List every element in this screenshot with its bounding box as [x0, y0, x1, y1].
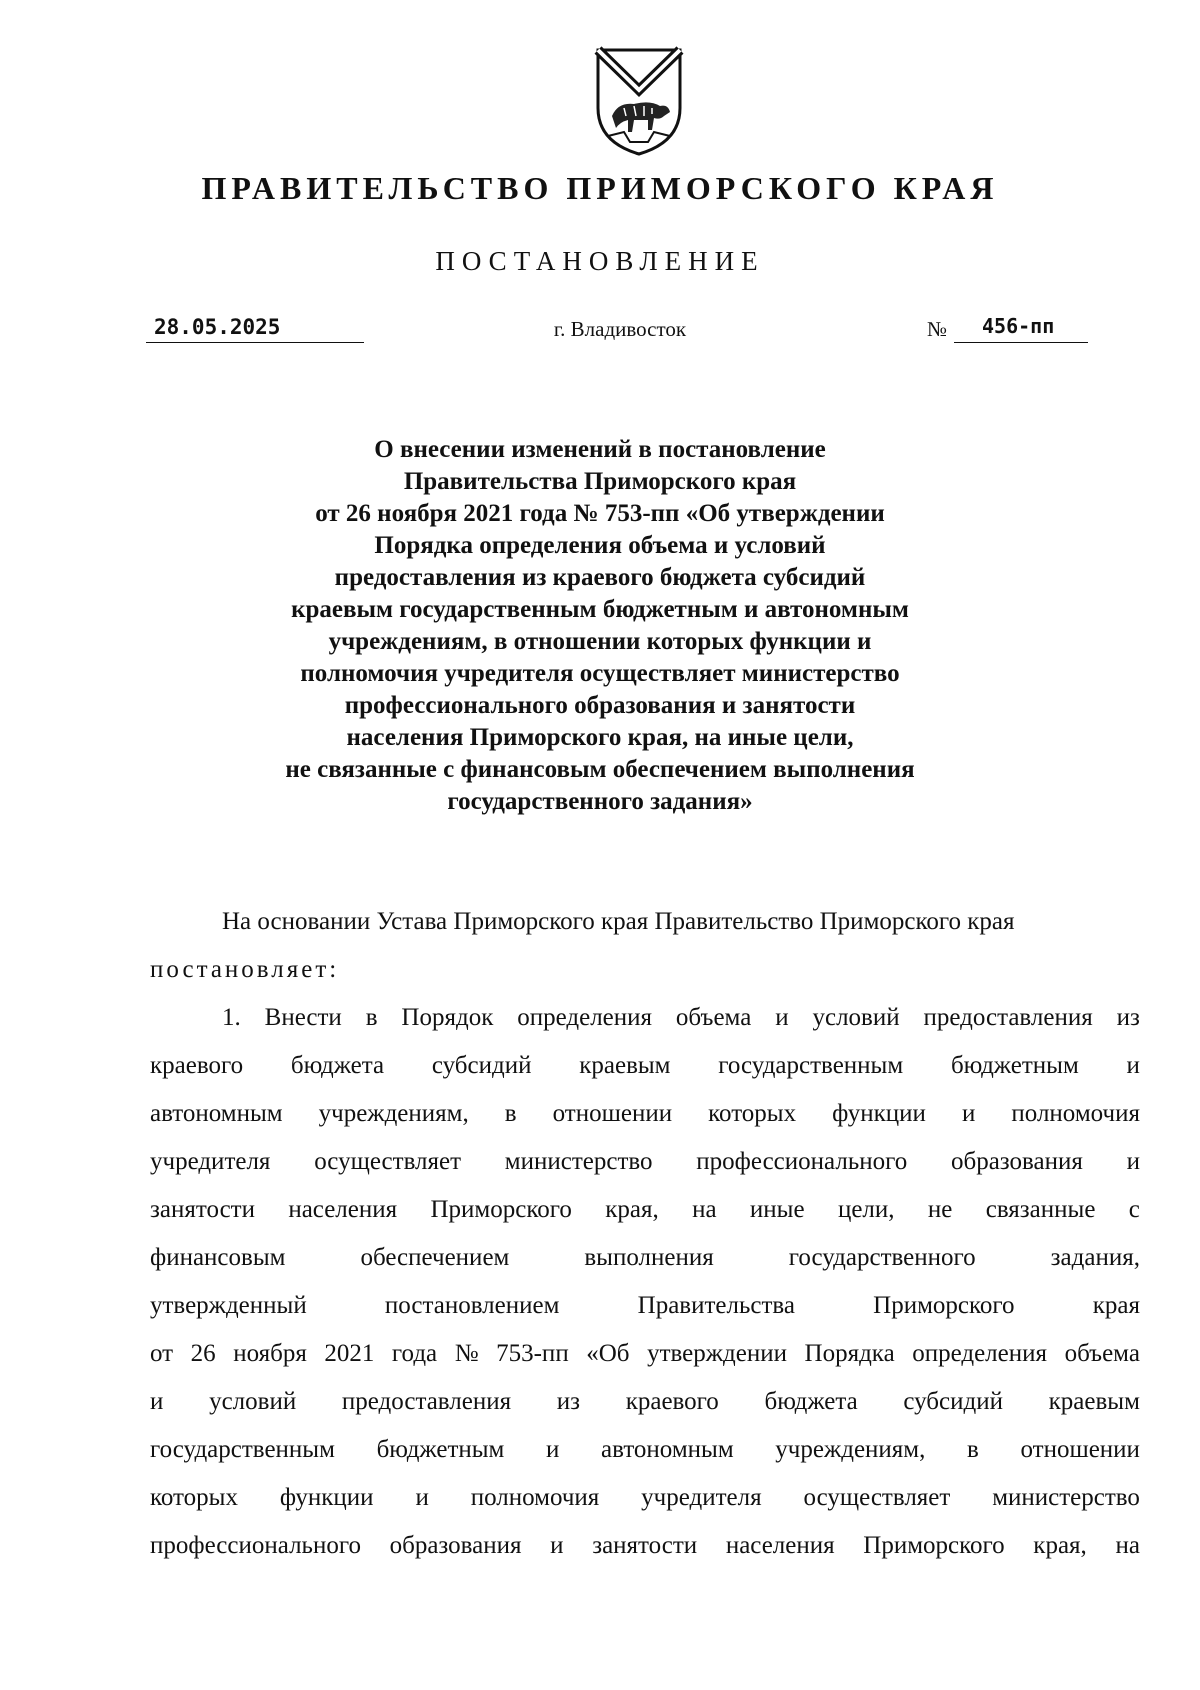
word: министерство [504, 1148, 653, 1175]
word: постановлением [384, 1292, 560, 1319]
word: условий [209, 1388, 297, 1415]
word: государственного [788, 1244, 976, 1271]
heading-line: учреждениям, в отношении которых функции и [328, 628, 872, 655]
document-number: 456-пп [954, 313, 1088, 343]
word: края [1092, 1292, 1140, 1319]
word: 1. [222, 1004, 241, 1031]
paragraph-line [150, 1243, 1140, 1273]
word: образования [950, 1148, 1083, 1175]
word: краевого [150, 1052, 244, 1079]
word: автономным [150, 1100, 283, 1127]
word: занятости [150, 1196, 255, 1223]
word: бюджетным [376, 1436, 505, 1463]
word: 26 [190, 1340, 216, 1367]
word: учредителя [641, 1484, 762, 1511]
word: № [454, 1340, 479, 1367]
word: и [415, 1484, 429, 1511]
word: Правительства [637, 1292, 795, 1319]
word: в [365, 1004, 378, 1031]
word: государственным [718, 1052, 904, 1079]
document-type: ПОСТАНОВЛЕНИЕ [435, 246, 765, 276]
heading-line: краевым государственным бюджетным и автономным [291, 596, 909, 623]
preamble-line: На основании Устава Приморского края Правительство Приморского края [222, 908, 1015, 935]
word: края, [605, 1196, 659, 1223]
paragraph-line [150, 1051, 1140, 1081]
word: краевым [1048, 1388, 1140, 1415]
word: и [1126, 1052, 1140, 1079]
word: осуществляет [314, 1148, 462, 1175]
word: в [967, 1436, 979, 1463]
paragraph-line [150, 1291, 1140, 1321]
heading-line: О внесении изменений в постановление [374, 436, 826, 463]
word: от [150, 1340, 174, 1367]
word: обеспечением [360, 1244, 510, 1271]
paragraph-line [150, 1435, 1140, 1465]
word: краевого [625, 1388, 719, 1415]
word: отношении [552, 1100, 673, 1127]
word: бюджетным [950, 1052, 1079, 1079]
word: занятости [592, 1532, 698, 1559]
word: которых [708, 1100, 797, 1127]
word: профессионального [150, 1532, 361, 1559]
word: Приморского [863, 1532, 1005, 1559]
government-title: ПРАВИТЕЛЬСТВО ПРИМОРСКОГО КРАЯ [201, 170, 999, 206]
word: и [150, 1388, 164, 1415]
document-heading [200, 434, 1000, 818]
word: ноября [233, 1340, 307, 1367]
word: предоставления [923, 1004, 1093, 1031]
word: населения [288, 1196, 398, 1223]
word: Приморского [430, 1196, 572, 1223]
word: 2021 [324, 1340, 375, 1367]
paragraph-line [150, 1483, 1140, 1513]
heading-line: профессионального образования и занятости [344, 692, 856, 719]
word: которых [150, 1484, 238, 1511]
heading-line: от 26 ноября 2021 года № 753-пп «Об утверждении [315, 500, 885, 527]
word: и [546, 1436, 560, 1463]
coat-of-arms-icon [594, 46, 684, 158]
word: финансовым [150, 1244, 286, 1271]
word: бюджета [290, 1052, 385, 1079]
paragraph-line [150, 1099, 1140, 1129]
word: учреждениям, [775, 1436, 926, 1463]
word: образования [389, 1532, 522, 1559]
word: цели, [837, 1196, 895, 1223]
word: полномочия [470, 1484, 600, 1511]
word: и [961, 1100, 976, 1127]
document-number-label: № [927, 317, 948, 341]
paragraph-line [150, 1147, 1140, 1177]
word: бюджета [764, 1388, 858, 1415]
word: государственным [150, 1436, 335, 1463]
word: осуществляет [803, 1484, 951, 1511]
heading-line: предоставления из краевого бюджета субсидий [334, 564, 866, 591]
word: условий [812, 1004, 900, 1031]
word: учреждениям, [318, 1100, 469, 1127]
word: из [556, 1388, 581, 1415]
word: функции [832, 1100, 926, 1127]
word: министерство [992, 1484, 1140, 1511]
heading-line: государственного задания» [447, 788, 753, 815]
word: предоставления [341, 1388, 512, 1415]
word: в [504, 1100, 517, 1127]
heading-line: Порядка определения объема и условий [374, 532, 826, 559]
word: года [391, 1340, 438, 1367]
paragraph-line [150, 1387, 1140, 1417]
paragraph-line [150, 1003, 1140, 1033]
document-meta-row [0, 313, 1200, 353]
word: определения [517, 1004, 653, 1031]
word: субсидий [903, 1388, 1003, 1415]
heading-line: Правительства Приморского края [403, 468, 797, 495]
word: с [1128, 1196, 1140, 1223]
word: объема [1064, 1340, 1140, 1367]
paragraph-line [150, 1195, 1140, 1225]
heading-line: населения Приморского края, на иные цели, [346, 724, 854, 751]
word: функции [279, 1484, 374, 1511]
word: населения [725, 1532, 835, 1559]
word: выполнения [584, 1244, 714, 1271]
heading-line: полномочия учредителя осуществляет министерство [300, 660, 900, 687]
word: субсидий [431, 1052, 532, 1079]
resolves-line: постановляет: [150, 956, 340, 983]
word: определения [912, 1340, 1048, 1367]
heading-line: не связанные с финансовым обеспечением выполнения [285, 756, 915, 783]
word: из [1116, 1004, 1140, 1031]
word: Внести [264, 1004, 342, 1031]
word: утверждении [647, 1340, 787, 1367]
word: и [550, 1532, 564, 1559]
word: Порядка [804, 1340, 895, 1367]
word: на [692, 1196, 717, 1223]
word: утвержденный [150, 1292, 307, 1319]
word: Порядок [401, 1004, 494, 1031]
word: Приморского [873, 1292, 1015, 1319]
word: 753-пп [496, 1340, 569, 1367]
word: задания, [1050, 1244, 1140, 1271]
word: «Об [586, 1340, 630, 1367]
word: объема [675, 1004, 752, 1031]
paragraph-line [150, 1531, 1140, 1561]
word: связанные [985, 1196, 1096, 1223]
word: иные [749, 1196, 805, 1223]
word: краевым [579, 1052, 671, 1079]
word: профессионального [696, 1148, 908, 1175]
word: и [1126, 1148, 1140, 1175]
document-city: г. Владивосток [553, 317, 687, 341]
word: на [1115, 1532, 1140, 1559]
word: не [927, 1196, 953, 1223]
word: отношении [1020, 1436, 1140, 1463]
paragraph-line [150, 1339, 1140, 1369]
word: учредителя [150, 1148, 271, 1175]
word: края, [1033, 1532, 1087, 1559]
word: автономным [601, 1436, 734, 1463]
word: и [775, 1004, 789, 1031]
document-date: 28.05.2025 [146, 313, 364, 343]
word: полномочия [1011, 1100, 1140, 1127]
